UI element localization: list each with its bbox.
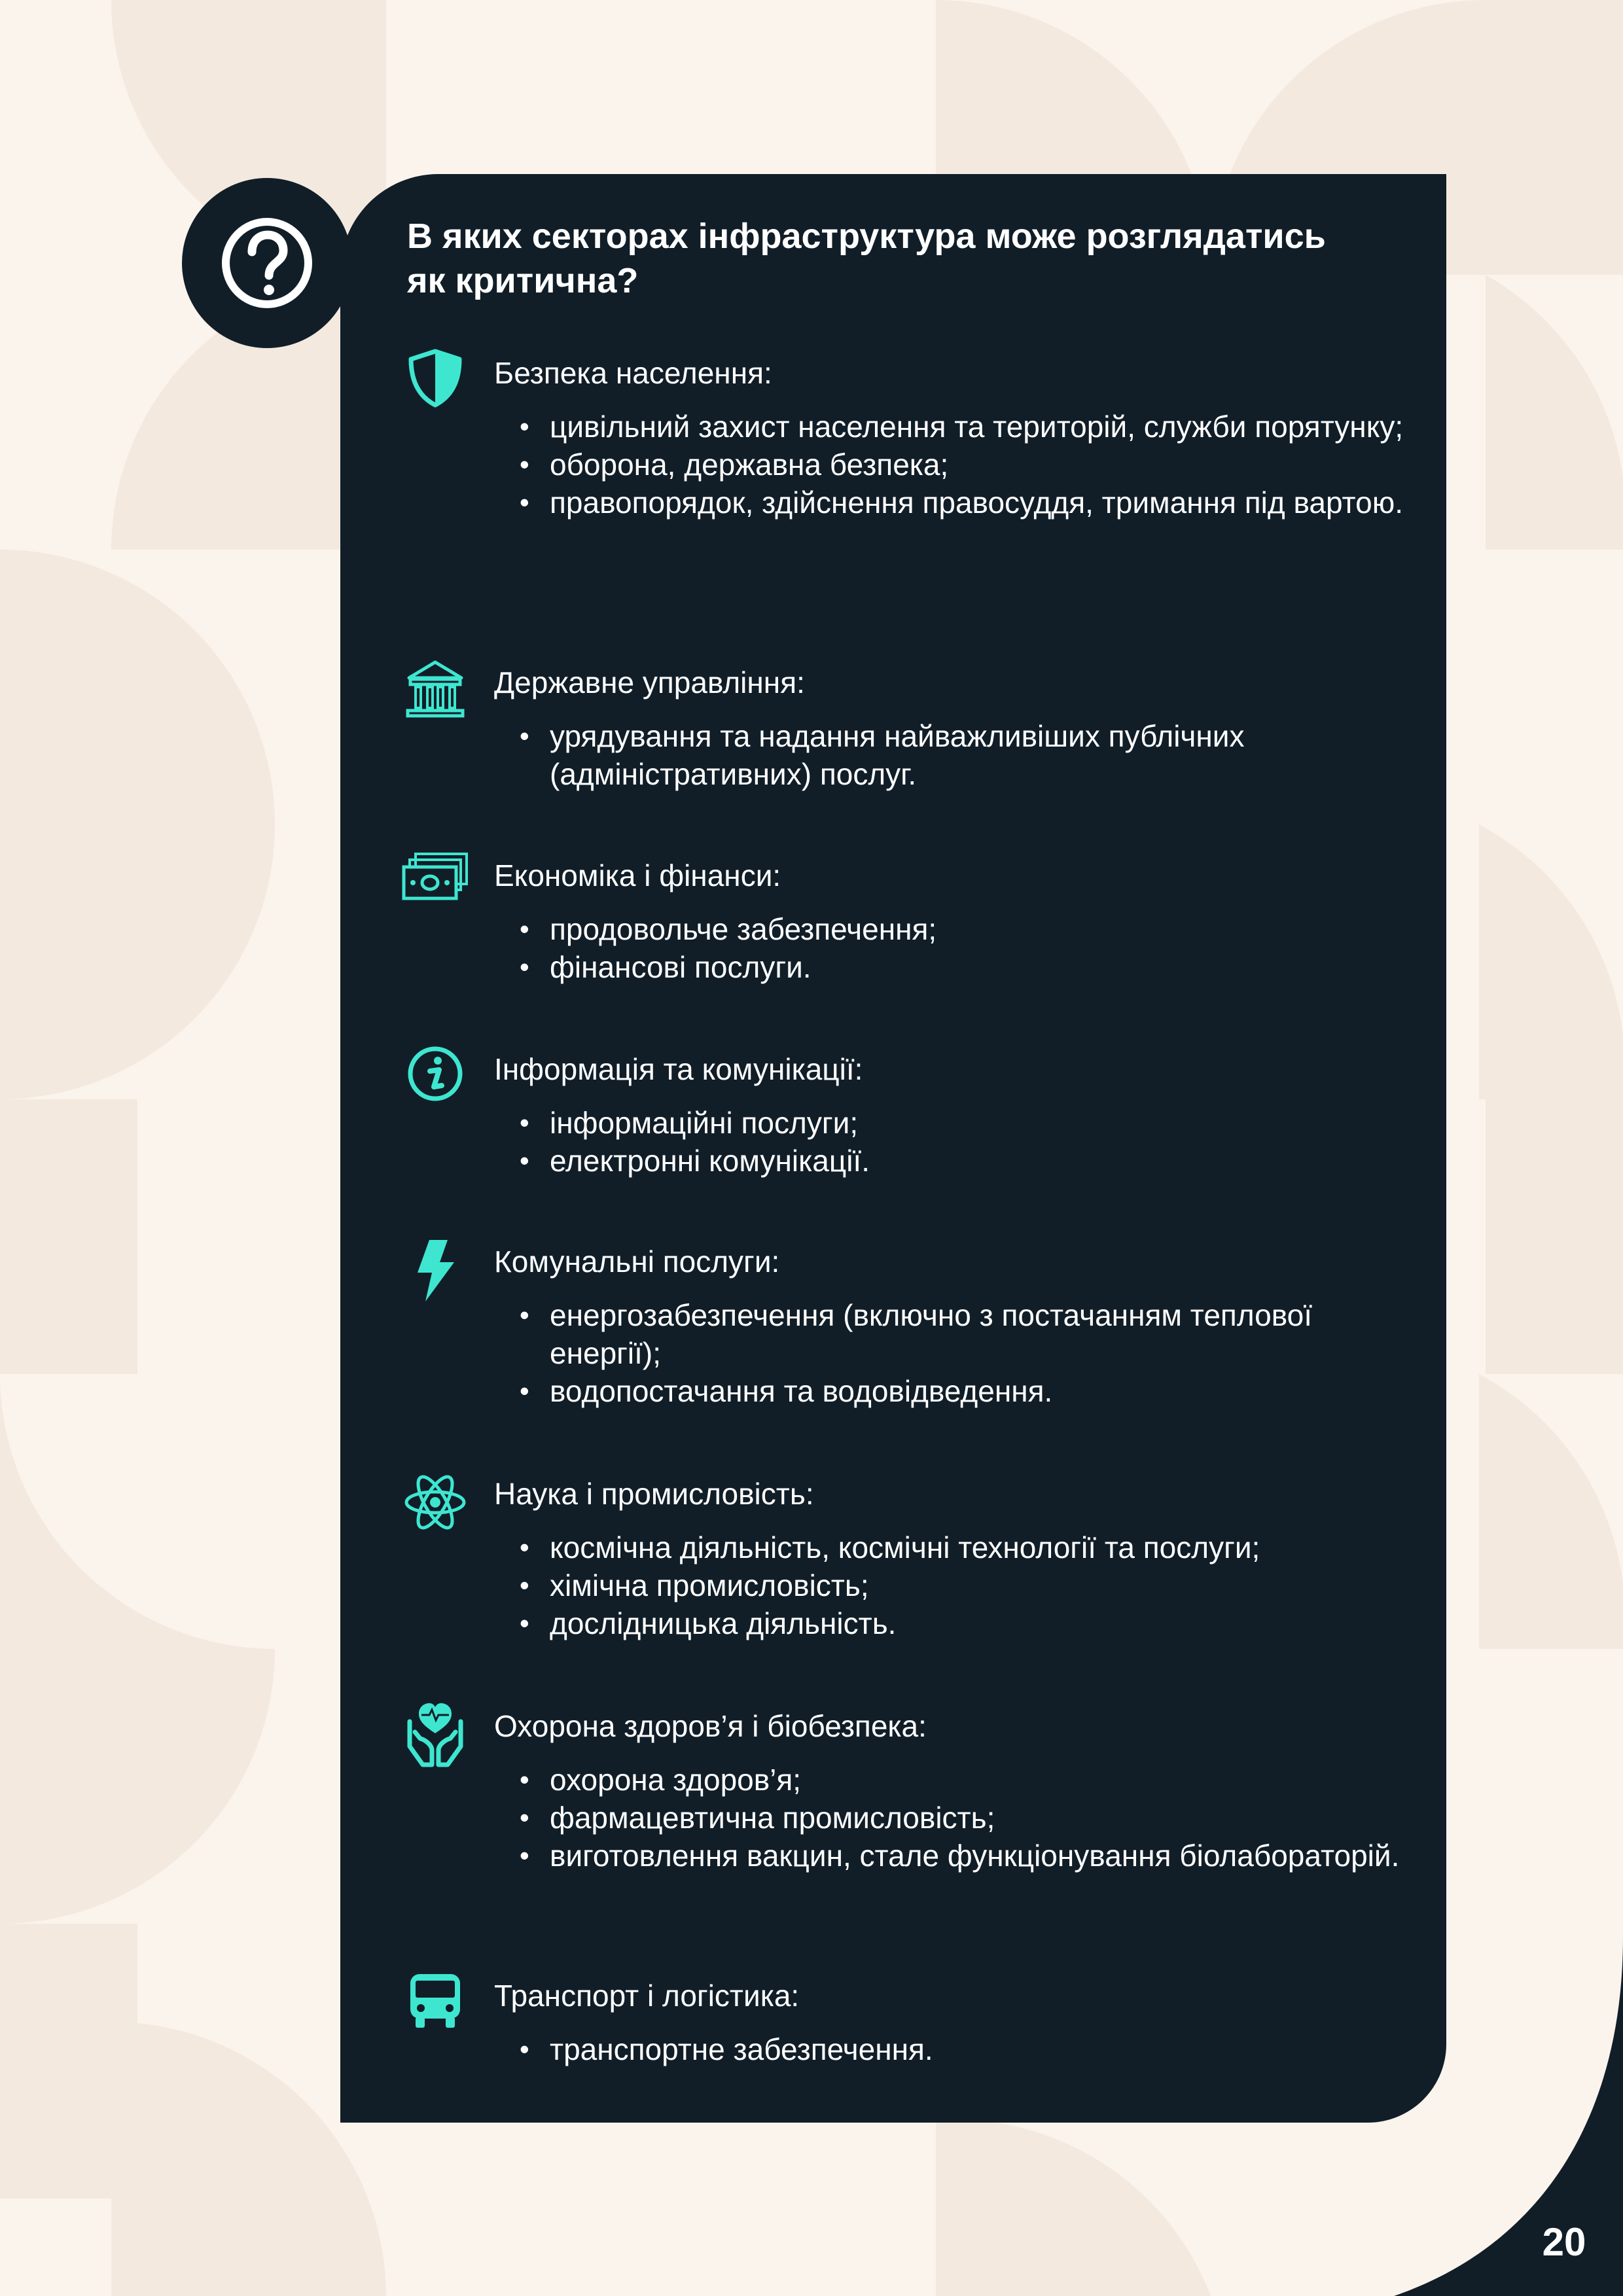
list-item: • правопорядок, здійснення правосуддя, тримання під вартою. [508,484,1424,521]
list-item: • хімічна промисловість; [508,1566,1424,1604]
sector-label: Транспорт і логістика: [494,1979,800,2013]
sector-label: Економіка і фінанси: [494,858,781,892]
sector-label: Комунальні послуги: [494,1245,780,1279]
list-item: • фармацевтична промисловість; [508,1799,1424,1837]
list-item: • урядування та надання найважливіших публічних (адміністративних) послуг. [508,717,1424,793]
shield-icon [399,349,471,414]
sector-items [508,1104,1424,1180]
sector-label: Безпека населення: [494,356,772,390]
question-badge [182,178,352,348]
list-item: • космічна діяльність, космічні технології та послуги; [508,1528,1424,1566]
sector-items [508,717,1424,793]
sector-items [508,1761,1424,1875]
list-item: • виготовлення вакцин, стале функціонування біолабораторій. [508,1837,1424,1875]
question-icon [218,214,316,312]
sector-items [508,910,1424,986]
banknotes-icon [399,851,471,917]
list-item: • дослідницька діяльність. [508,1604,1424,1642]
list-item: • енергозабезпечення (включно з постачанням теплової енергії); [508,1296,1424,1372]
page-title: В яких секторах інфраструктура може розглядатись як критична? [407,217,1326,300]
health-hands-icon [399,1702,471,1767]
list-item: • інформаційні послуги; [508,1104,1424,1142]
sector-items [508,2030,1424,2068]
sector-label: Наука і промисловість: [494,1477,814,1511]
sector-items [508,1528,1424,1642]
sector-label: Охорона здоров’я і біобезпека: [494,1709,927,1743]
sector-items [508,408,1424,521]
list-item: • електронні комунікації. [508,1142,1424,1180]
list-item: • водопостачання та водовідведення. [508,1372,1424,1410]
page-number: 20 [1542,2220,1586,2264]
atom-icon [399,1470,471,1535]
list-item: • фінансові послуги. [508,948,1424,986]
list-item: • транспортне забезпечення. [508,2030,1424,2068]
lightning-icon [399,1237,471,1303]
list-item: • оборона, державна безпека; [508,446,1424,484]
info-icon [399,1045,471,1110]
bus-icon [399,1971,471,2037]
list-item: • охорона здоров’я; [508,1761,1424,1799]
list-item: • цивільний захист населення та територій, служби порятунку; [508,408,1424,446]
sector-label: Інформація та комунікації: [494,1052,863,1086]
sector-label: Державне управління: [494,665,805,699]
sector-items [508,1296,1424,1410]
government-building-icon [399,658,471,724]
list-item: • продовольче забезпечення; [508,910,1424,948]
